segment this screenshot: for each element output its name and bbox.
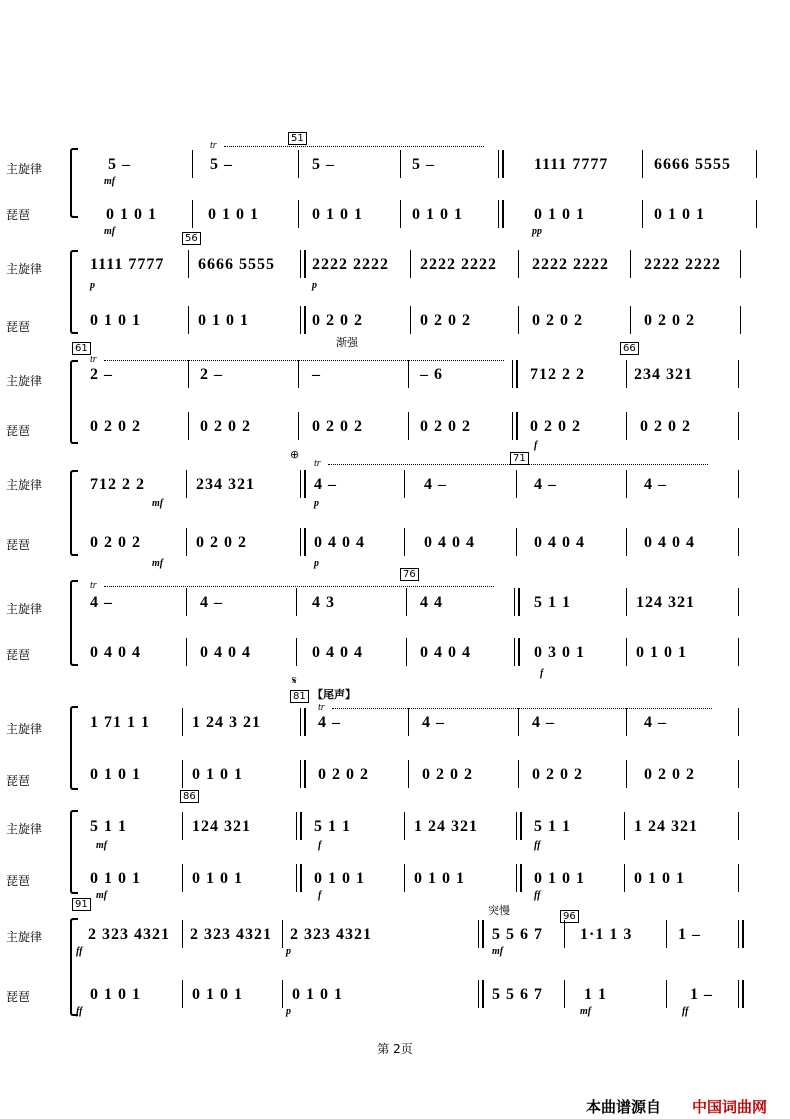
trill-line xyxy=(104,586,494,587)
pipa-part-label: 琵琶 xyxy=(6,648,31,662)
repeat-barline xyxy=(512,360,518,388)
measure-5: 5 1 1 xyxy=(534,594,571,611)
measure-4: 0 4 0 4 xyxy=(420,644,471,661)
barline xyxy=(756,150,757,178)
pipa-part-label: 琵琶 xyxy=(6,990,31,1004)
measure-3: 5 – xyxy=(312,156,335,173)
source-credit: 本曲谱源自 xyxy=(586,1098,662,1116)
barline xyxy=(518,250,519,278)
repeat-barline xyxy=(516,812,522,840)
repeat-barline xyxy=(514,638,520,666)
measure-2: 0 1 0 1 xyxy=(198,312,249,329)
barline xyxy=(296,638,297,666)
measure-2: 0 1 0 1 xyxy=(192,870,243,887)
measure-3: 0 4 0 4 xyxy=(314,534,365,551)
measure-6: 0 1 0 1 xyxy=(654,206,705,223)
measure-2: 124 321 xyxy=(192,818,251,835)
barline xyxy=(666,980,667,1008)
barline xyxy=(630,250,631,278)
tempo-marking: 突慢 xyxy=(488,904,510,917)
melody-part-label: 主旋律 xyxy=(6,930,43,944)
repeat-barline xyxy=(300,528,306,556)
barline xyxy=(404,470,405,498)
pipa-staff xyxy=(86,986,744,1004)
dynamic-mark: mf xyxy=(104,226,116,237)
page-number: 第 2页 xyxy=(377,1042,413,1056)
barline xyxy=(624,812,625,840)
measure-1: 0 1 0 1 xyxy=(90,312,141,329)
barline xyxy=(642,200,643,228)
measure-5: 1111 7777 xyxy=(534,156,609,173)
melody-part-label: 主旋律 xyxy=(6,602,43,616)
barline xyxy=(282,920,283,948)
barline xyxy=(518,708,519,736)
dynamic-mark: f xyxy=(318,890,322,901)
barline xyxy=(182,812,183,840)
measure-4: 2222 2222 xyxy=(420,256,497,273)
measure-number: 91 xyxy=(72,898,91,911)
trill-mark: tr xyxy=(318,702,325,713)
barline xyxy=(186,470,187,498)
dynamic-mark: mf xyxy=(104,176,116,187)
barline xyxy=(738,528,739,556)
measure-4: – 6 xyxy=(420,366,443,383)
measure-5: 4 – xyxy=(532,714,555,731)
measure-5: 0 3 0 1 xyxy=(534,644,585,661)
repeat-barline xyxy=(516,864,522,892)
barline xyxy=(738,708,739,736)
measure-2: 2 323 4321 xyxy=(190,926,272,943)
measure-4: 0 1 0 1 xyxy=(412,206,463,223)
barline xyxy=(186,588,187,616)
barline xyxy=(192,150,193,178)
trill-line xyxy=(328,464,708,465)
pipa-part-label: 琵琶 xyxy=(6,208,31,222)
measure-1: 1 71 1 1 xyxy=(90,714,150,731)
measure-number: 56 xyxy=(182,232,201,245)
barline xyxy=(188,306,189,334)
barline xyxy=(626,760,627,788)
measure-2: 0 1 0 1 xyxy=(192,766,243,783)
measure-3: – xyxy=(312,366,321,383)
measure-4: 0 2 0 2 xyxy=(420,418,471,435)
measure-1: 5 – xyxy=(108,156,131,173)
barline xyxy=(182,708,183,736)
dynamic-mark: p xyxy=(314,498,319,509)
barline xyxy=(740,250,741,278)
pipa-staff xyxy=(86,206,744,224)
measure-3: 4 3 xyxy=(312,594,335,611)
measure-5: 0 2 0 2 xyxy=(530,418,581,435)
melody-part-label: 主旋律 xyxy=(6,162,43,176)
measure-4: 5 5 6 7 xyxy=(492,986,543,1003)
barline xyxy=(626,528,627,556)
measure-6: 0 1 0 1 xyxy=(634,870,685,887)
dynamic-mark: p xyxy=(286,946,291,957)
measure-1: 5 1 1 xyxy=(90,818,127,835)
barline xyxy=(624,864,625,892)
measure-1: 0 1 0 1 xyxy=(90,870,141,887)
melody-staff xyxy=(86,256,744,274)
system-brace xyxy=(70,810,78,894)
measure-1: 0 2 0 2 xyxy=(90,534,141,551)
dynamic-mark: ff xyxy=(534,890,541,901)
measure-number: 76 xyxy=(400,568,419,581)
melody-staff xyxy=(86,594,744,612)
crescendo-annotation: 渐强 xyxy=(336,336,358,349)
measure-number: 86 xyxy=(180,790,199,803)
system-brace xyxy=(70,706,78,790)
segno-sign: 𝄋 xyxy=(292,674,297,687)
barline xyxy=(564,980,565,1008)
barline xyxy=(516,528,517,556)
measure-2: 0 1 0 1 xyxy=(208,206,259,223)
dynamic-mark: ff xyxy=(76,946,83,957)
barline xyxy=(298,200,299,228)
measure-1: 0 1 0 1 xyxy=(106,206,157,223)
measure-3: 0 2 0 2 xyxy=(312,418,363,435)
melody-part-label: 主旋律 xyxy=(6,374,43,388)
measure-6: 0 2 0 2 xyxy=(644,766,695,783)
barline xyxy=(410,306,411,334)
measure-3: 4 – xyxy=(314,476,337,493)
measure-number: 66 xyxy=(620,342,639,355)
final-barline xyxy=(738,920,744,948)
barline xyxy=(738,588,739,616)
barline xyxy=(516,470,517,498)
barline xyxy=(626,412,627,440)
melody-part-label: 主旋律 xyxy=(6,478,43,492)
measure-2: 1 24 3 21 xyxy=(192,714,261,731)
barline xyxy=(410,250,411,278)
pipa-staff xyxy=(86,644,744,662)
dynamic-mark: mf xyxy=(580,1006,592,1017)
system-brace xyxy=(70,470,78,556)
melody-staff xyxy=(86,714,744,732)
pipa-part-label: 琵琶 xyxy=(6,874,31,888)
barline xyxy=(626,638,627,666)
repeat-barline xyxy=(300,708,306,736)
barline xyxy=(298,150,299,178)
measure-3: 0 1 0 1 xyxy=(312,206,363,223)
system-brace xyxy=(70,148,78,218)
barline xyxy=(408,760,409,788)
measure-6: 0 2 0 2 xyxy=(640,418,691,435)
measure-5: 1 1 xyxy=(584,986,607,1003)
measure-4: 4 – xyxy=(424,476,447,493)
barline xyxy=(626,588,627,616)
pipa-staff xyxy=(86,312,744,330)
measure-2: 2 – xyxy=(200,366,223,383)
measure-number: 96 xyxy=(560,910,579,923)
measure-1: 4 – xyxy=(90,594,113,611)
measure-1: 1111 7777 xyxy=(90,256,165,273)
measure-1: 2 – xyxy=(90,366,113,383)
dynamic-mark: ff xyxy=(76,1006,83,1017)
barline xyxy=(630,306,631,334)
pipa-part-label: 琵琶 xyxy=(6,774,31,788)
measure-3: 0 4 0 4 xyxy=(312,644,363,661)
measure-5: 5 1 1 xyxy=(534,818,571,835)
barline xyxy=(626,708,627,736)
repeat-barline xyxy=(300,760,306,788)
repeat-barline xyxy=(296,812,302,840)
repeat-barline xyxy=(514,588,520,616)
barline xyxy=(296,588,297,616)
measure-3: 2222 2222 xyxy=(312,256,389,273)
measure-6: 4 – xyxy=(644,714,667,731)
melody-staff xyxy=(86,926,744,944)
measure-6: 0 4 0 4 xyxy=(644,534,695,551)
barline xyxy=(406,588,407,616)
measure-5: 4 – xyxy=(534,476,557,493)
melody-staff xyxy=(86,156,744,174)
measure-2: 0 2 0 2 xyxy=(200,418,251,435)
trill-line xyxy=(104,360,504,361)
barline xyxy=(738,412,739,440)
dynamic-mark: mf xyxy=(96,890,108,901)
measure-1: 712 2 2 xyxy=(90,476,145,493)
dynamic-mark: p xyxy=(312,280,317,291)
barline xyxy=(282,980,283,1008)
barline xyxy=(404,528,405,556)
measure-6: 0 1 0 1 xyxy=(636,644,687,661)
barline xyxy=(738,638,739,666)
repeat-barline xyxy=(296,864,302,892)
melody-staff xyxy=(86,476,744,494)
barline xyxy=(738,812,739,840)
barline xyxy=(408,708,409,736)
measure-1: 0 1 0 1 xyxy=(90,986,141,1003)
dynamic-mark: p xyxy=(286,1006,291,1017)
dynamic-mark: mf xyxy=(152,498,164,509)
measure-2: 5 – xyxy=(210,156,233,173)
repeat-barline xyxy=(300,250,306,278)
barline xyxy=(298,412,299,440)
pipa-part-label: 琵琶 xyxy=(6,538,31,552)
melody-part-label: 主旋律 xyxy=(6,722,43,736)
measure-5: 0 2 0 2 xyxy=(532,312,583,329)
barline xyxy=(186,528,187,556)
barline xyxy=(564,920,565,948)
measure-3: 0 1 0 1 xyxy=(292,986,343,1003)
dynamic-mark: mf xyxy=(152,558,164,569)
measure-5: 0 1 0 1 xyxy=(534,870,585,887)
barline xyxy=(182,760,183,788)
dynamic-mark: f xyxy=(318,840,322,851)
measure-5: 0 1 0 1 xyxy=(534,206,585,223)
barline xyxy=(182,920,183,948)
measure-1: 0 4 0 4 xyxy=(90,644,141,661)
measure-6: 1 – xyxy=(690,986,713,1003)
measure-4: 0 4 0 4 xyxy=(424,534,475,551)
barline xyxy=(182,864,183,892)
barline xyxy=(400,150,401,178)
site-credit: 中国词曲网 xyxy=(692,1098,768,1116)
melody-staff xyxy=(86,366,744,384)
measure-3: 0 1 0 1 xyxy=(314,870,365,887)
measure-2: 0 4 0 4 xyxy=(200,644,251,661)
measure-number: 61 xyxy=(72,342,91,355)
measure-4: 0 2 0 2 xyxy=(422,766,473,783)
barline xyxy=(666,920,667,948)
measure-4: 5 5 6 7 xyxy=(492,926,543,943)
measure-4: 0 1 0 1 xyxy=(414,870,465,887)
measure-4: 4 4 xyxy=(420,594,443,611)
repeat-barline xyxy=(498,200,504,228)
measure-2: 4 – xyxy=(200,594,223,611)
dynamic-mark: p xyxy=(314,558,319,569)
measure-3: 0 2 0 2 xyxy=(312,312,363,329)
barline xyxy=(404,812,405,840)
barline xyxy=(192,200,193,228)
system-brace xyxy=(70,918,78,1016)
measure-2: 0 1 0 1 xyxy=(192,986,243,1003)
measure-6: 0 2 0 2 xyxy=(644,312,695,329)
barline xyxy=(408,360,409,388)
measure-number: 81 xyxy=(290,690,309,703)
measure-5: 1·1 1 3 xyxy=(580,926,633,943)
measure-5: 0 2 0 2 xyxy=(532,766,583,783)
system-brace xyxy=(70,250,78,334)
system-brace xyxy=(70,360,78,444)
barline xyxy=(756,200,757,228)
repeat-barline xyxy=(512,412,518,440)
measure-3: 4 – xyxy=(318,714,341,731)
repeat-barline xyxy=(498,150,504,178)
barline xyxy=(186,638,187,666)
pipa-staff xyxy=(86,534,744,552)
repeat-barline xyxy=(478,920,484,948)
dynamic-mark: ff xyxy=(534,840,541,851)
section-label: 【尾声】 xyxy=(312,688,356,701)
dynamic-mark: mf xyxy=(492,946,504,957)
trill-mark: tr xyxy=(314,458,321,469)
dynamic-mark: pp xyxy=(532,226,542,237)
barline xyxy=(642,150,643,178)
measure-2: 0 2 0 2 xyxy=(196,534,247,551)
trill-mark: tr xyxy=(90,354,97,365)
measure-4: 4 – xyxy=(422,714,445,731)
barline xyxy=(188,250,189,278)
measure-5: 2222 2222 xyxy=(532,256,609,273)
measure-3: 0 2 0 2 xyxy=(318,766,369,783)
repeat-barline xyxy=(300,306,306,334)
dynamic-mark: f xyxy=(534,440,538,451)
measure-1: 0 1 0 1 xyxy=(90,766,141,783)
measure-number: 71 xyxy=(510,452,529,465)
measure-5: 0 4 0 4 xyxy=(534,534,585,551)
pipa-part-label: 琵琶 xyxy=(6,424,31,438)
measure-1: 0 2 0 2 xyxy=(90,418,141,435)
barline xyxy=(626,360,627,388)
barline xyxy=(298,360,299,388)
pipa-staff xyxy=(86,766,744,784)
measure-6: 4 – xyxy=(644,476,667,493)
measure-6: 234 321 xyxy=(634,366,693,383)
measure-5: 712 2 2 xyxy=(530,366,585,383)
pipa-staff xyxy=(86,418,744,436)
measure-6: 124 321 xyxy=(636,594,695,611)
measure-4: 0 2 0 2 xyxy=(420,312,471,329)
measure-6: 1 – xyxy=(678,926,701,943)
measure-6: 1 24 321 xyxy=(634,818,698,835)
measure-4: 5 – xyxy=(412,156,435,173)
barline xyxy=(738,470,739,498)
repeat-barline xyxy=(478,980,484,1008)
measure-6: 6666 5555 xyxy=(654,156,731,173)
measure-3: 5 1 1 xyxy=(314,818,351,835)
trill-mark: tr xyxy=(210,140,217,151)
dynamic-mark: f xyxy=(540,668,544,679)
final-barline xyxy=(738,980,744,1008)
measure-3: 2 323 4321 xyxy=(290,926,372,943)
pipa-staff xyxy=(86,870,744,888)
pipa-part-label: 琵琶 xyxy=(6,320,31,334)
repeat-barline xyxy=(300,470,306,498)
trill-mark: tr xyxy=(90,580,97,591)
barline xyxy=(404,864,405,892)
measure-2: 6666 5555 xyxy=(198,256,275,273)
barline xyxy=(406,638,407,666)
barline xyxy=(626,470,627,498)
measure-6: 2222 2222 xyxy=(644,256,721,273)
barline xyxy=(408,412,409,440)
dynamic-mark: ff xyxy=(682,1006,689,1017)
barline xyxy=(738,760,739,788)
dynamic-mark: p xyxy=(90,280,95,291)
barline xyxy=(188,412,189,440)
coda-sign: ⊕ xyxy=(290,448,300,461)
barline xyxy=(518,306,519,334)
melody-staff xyxy=(86,818,744,836)
trill-line xyxy=(224,146,484,147)
measure-2: 234 321 xyxy=(196,476,255,493)
barline xyxy=(518,760,519,788)
melody-part-label: 主旋律 xyxy=(6,822,43,836)
barline xyxy=(740,306,741,334)
trill-line xyxy=(332,708,712,709)
measure-number: 51 xyxy=(288,132,307,145)
barline xyxy=(182,980,183,1008)
system-brace xyxy=(70,580,78,666)
barline xyxy=(188,360,189,388)
melody-part-label: 主旋律 xyxy=(6,262,43,276)
barline xyxy=(400,200,401,228)
barline xyxy=(738,864,739,892)
dynamic-mark: mf xyxy=(96,840,108,851)
measure-1: 2 323 4321 xyxy=(88,926,170,943)
barline xyxy=(738,360,739,388)
measure-4: 1 24 321 xyxy=(414,818,478,835)
